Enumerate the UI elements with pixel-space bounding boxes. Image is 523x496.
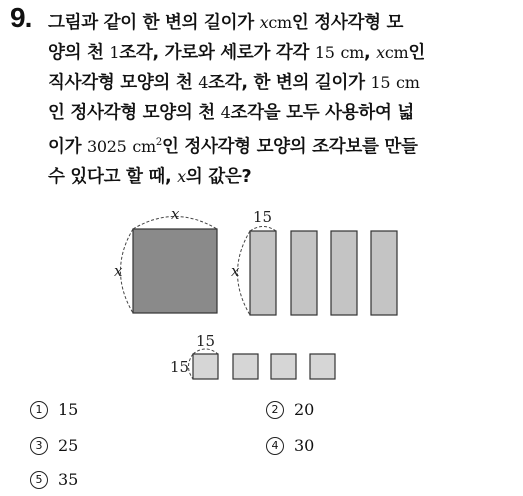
- dimension-label: 15: [170, 358, 190, 376]
- math-variable: x: [259, 13, 269, 32]
- big-square-piece: [133, 229, 217, 313]
- text-segment: 인 정사각형 모양의 천: [48, 103, 221, 123]
- choice-value: 35: [58, 470, 79, 489]
- text-segment: 양의 천: [48, 43, 110, 63]
- rectangle-piece: [371, 231, 397, 315]
- answer-choice-5[interactable]: [30, 470, 78, 489]
- answer-choice-4[interactable]: [266, 436, 314, 455]
- math-unit: cm: [384, 43, 409, 62]
- math-number: 15: [370, 73, 391, 92]
- small-square-piece: [233, 354, 258, 379]
- choice-mark: 1: [30, 401, 48, 419]
- math-number: 4: [220, 103, 231, 122]
- math-number: 1: [109, 43, 120, 62]
- math-variable: x: [376, 43, 385, 62]
- text-segment: 조각을 모두 사용하여 넓: [230, 103, 414, 123]
- text-segment: 인 정사각형 모: [291, 13, 404, 33]
- choice-value: 20: [294, 400, 315, 419]
- dimension-label: x: [114, 262, 123, 280]
- text-segment: 수 있다고 할 때,: [48, 166, 178, 187]
- choice-value: 25: [58, 436, 79, 455]
- text-segment: ,: [363, 43, 377, 63]
- math-variable: x: [177, 166, 186, 186]
- math-number: 4: [198, 73, 209, 92]
- math-unit: cm: [396, 73, 420, 92]
- choice-mark: 4: [266, 437, 284, 455]
- text-segment: 직사각형 모양의 천: [48, 73, 199, 93]
- choice-mark: 3: [30, 437, 48, 455]
- text-segment: 조각, 가로와 세로가 각각: [119, 43, 315, 63]
- answer-choice-1[interactable]: [30, 400, 78, 419]
- dimension-label: 15: [253, 208, 273, 226]
- small-square-piece: [193, 354, 218, 379]
- choice-mark: 2: [266, 401, 284, 419]
- math-unit: cm: [268, 13, 292, 32]
- answer-choice-3[interactable]: [30, 436, 78, 455]
- dimension-arc: [189, 354, 194, 379]
- math-number: 3025: [87, 136, 127, 156]
- text-segment: 인 정사각형 모양의 조각보를 만들: [161, 136, 418, 157]
- question-number: 9.: [10, 2, 32, 33]
- text-segment: 의 값은?: [185, 166, 252, 187]
- rectangle-piece: [291, 231, 317, 315]
- dimension-arc: [250, 227, 276, 232]
- answer-choice-2[interactable]: [266, 400, 314, 419]
- rectangle-piece: [331, 231, 357, 315]
- text-segment: 이가: [48, 136, 88, 157]
- math-unit: cm: [340, 43, 364, 62]
- text-segment: 그림과 같이 한 변의 길이가: [48, 13, 260, 33]
- dimension-label: 15: [196, 332, 216, 350]
- dimension-label: x: [231, 262, 240, 280]
- choice-value: 30: [294, 436, 315, 455]
- math-superscript: 2: [155, 137, 162, 148]
- math-unit: cm: [132, 136, 156, 156]
- small-square-piece: [310, 354, 335, 379]
- math-number: 15: [314, 43, 335, 62]
- small-square-piece: [271, 354, 296, 379]
- text-segment: 인: [408, 43, 426, 63]
- choice-mark: 5: [30, 471, 48, 489]
- choice-value: 15: [58, 400, 79, 419]
- rectangle-piece: [250, 231, 276, 315]
- text-segment: 조각, 한 변의 길이가: [208, 73, 371, 93]
- dimension-label: x: [171, 205, 180, 223]
